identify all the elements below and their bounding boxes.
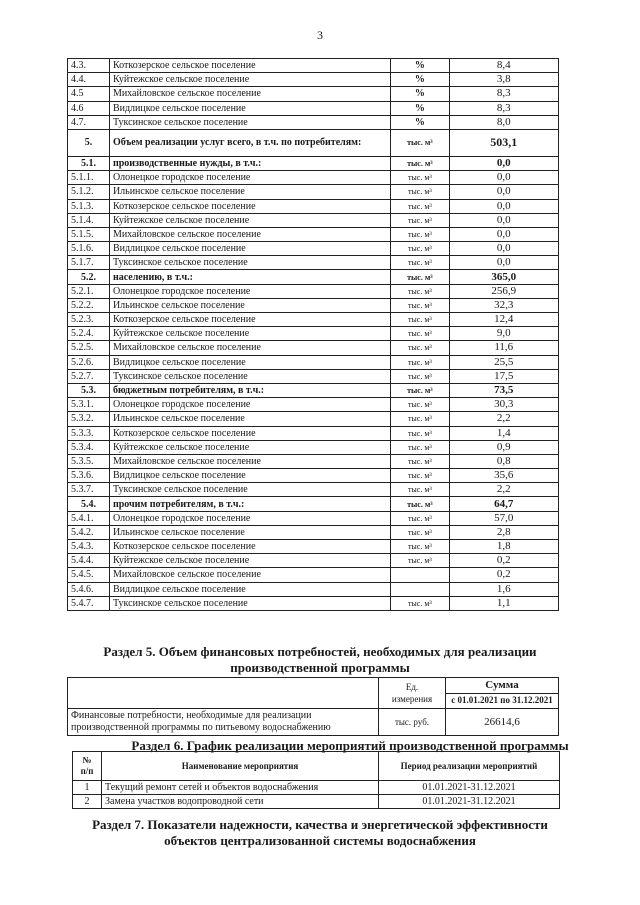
finance-row-name: Финансовые потребности, необходимые для реализации производственной программы по питьевому водоснабжению	[68, 709, 379, 736]
row-number: 5.4.	[68, 497, 110, 511]
row-name: Ильинское сельское поселение	[109, 525, 390, 539]
row-number: 4.3.	[68, 59, 110, 73]
row-unit: тыс. м³	[391, 426, 449, 440]
schedule-header-period: Период реализации мероприятий	[379, 752, 560, 781]
row-value: 64,7	[449, 497, 558, 511]
row-name: Олонецкое городское поселение	[109, 171, 390, 185]
finance-row-unit: тыс. руб.	[379, 709, 446, 736]
row-number: 5.4.6.	[68, 582, 110, 596]
row-number: 5.4.7.	[68, 596, 110, 610]
row-value: 0,0	[449, 171, 558, 185]
row-value: 8,4	[449, 59, 558, 73]
row-unit: тыс. м³	[391, 596, 449, 610]
row-value: 0,0	[449, 242, 558, 256]
row-name: Куйтежское сельское поселение	[109, 554, 390, 568]
row-value: 73,5	[449, 383, 558, 397]
table-row	[68, 129, 559, 156]
row-unit: тыс. м³	[391, 341, 449, 355]
table-row	[68, 87, 559, 101]
volume-table	[67, 58, 559, 611]
finance-table	[67, 677, 559, 736]
row-value: 1,6	[449, 582, 558, 596]
table-row	[68, 383, 559, 397]
row-unit: тыс. м³	[391, 199, 449, 213]
row-unit: тыс. м³	[391, 398, 449, 412]
row-name: Олонецкое городское поселение	[109, 284, 390, 298]
row-unit: %	[391, 59, 449, 73]
row-number: 5.3.	[68, 383, 110, 397]
row-value: 0,0	[449, 156, 558, 170]
row-name: Куйтежское сельское поселение	[109, 73, 390, 87]
table-row	[68, 511, 559, 525]
row-unit: тыс. м³	[391, 227, 449, 241]
row-name: Туксинское сельское поселение	[109, 596, 390, 610]
row-name: Видлицкое сельское поселение	[109, 469, 390, 483]
row-name: Коткозерское сельское поселение	[109, 59, 390, 73]
row-value: 1,1	[449, 596, 558, 610]
row-unit	[391, 568, 449, 582]
section7-title	[0, 817, 640, 849]
row-name: Михайловское сельское поселение	[109, 341, 390, 355]
row-number: 5.3.5.	[68, 454, 110, 468]
row-name: Куйтежское сельское поселение	[109, 327, 390, 341]
table-row	[68, 440, 559, 454]
row-name: Видлицкое сельское поселение	[109, 582, 390, 596]
table-row	[68, 101, 559, 115]
table-row	[68, 298, 559, 312]
row-value: 57,0	[449, 511, 558, 525]
row-value: 2,2	[449, 483, 558, 497]
table-row	[68, 270, 559, 284]
row-unit: тыс. м³	[391, 298, 449, 312]
table-row	[68, 73, 559, 87]
row-number: 5.1.2.	[68, 185, 110, 199]
finance-header-blank	[68, 678, 379, 709]
page-number: 3	[317, 28, 323, 42]
row-unit: %	[391, 101, 449, 115]
row-name: Коткозерское сельское поселение	[109, 199, 390, 213]
row-name: населению, в т.ч.:	[109, 270, 390, 284]
row-unit: тыс. м³	[391, 156, 449, 170]
row-value: 0,0	[449, 213, 558, 227]
finance-row-value: 26614,6	[446, 709, 559, 736]
row-number: 5.3.4.	[68, 440, 110, 454]
row-number: 5.2.3.	[68, 313, 110, 327]
row-name: Ильинское сельское поселение	[109, 298, 390, 312]
row-name: Объем реализации услуг всего, в т.ч. по потребителям:	[109, 129, 390, 156]
row-name: Туксинское сельское поселение	[109, 115, 390, 129]
row-number: 5.1.	[68, 156, 110, 170]
row-number: 5.3.6.	[68, 469, 110, 483]
row-unit: %	[391, 73, 449, 87]
row-value: 0,2	[449, 554, 558, 568]
row-value: 256,9	[449, 284, 558, 298]
row-unit: тыс. м³	[391, 313, 449, 327]
row-unit: %	[391, 115, 449, 129]
table-row	[68, 115, 559, 129]
row-number: 5.2.5.	[68, 341, 110, 355]
row-value: 365,0	[449, 270, 558, 284]
table-row	[68, 568, 559, 582]
row-unit: тыс. м³	[391, 497, 449, 511]
row-value: 0,0	[449, 256, 558, 270]
row-value: 2,8	[449, 525, 558, 539]
table-row	[68, 199, 559, 213]
row-value: 503,1	[449, 129, 558, 156]
row-number: 5.1.7.	[68, 256, 110, 270]
row-unit: тыс. м³	[391, 256, 449, 270]
row-value: 30,3	[449, 398, 558, 412]
table-row	[68, 596, 559, 610]
row-value: 0,2	[449, 568, 558, 582]
row-unit: тыс. м³	[391, 171, 449, 185]
table-row	[68, 213, 559, 227]
table-row	[68, 398, 559, 412]
row-name: Олонецкое городское поселение	[109, 511, 390, 525]
row-number: 5.2.	[68, 270, 110, 284]
finance-header-unit: Ед. измерения	[379, 678, 446, 709]
table-row	[68, 469, 559, 483]
row-unit	[391, 582, 449, 596]
table-row	[68, 554, 559, 568]
row-value: 0,0	[449, 227, 558, 241]
row-unit: тыс. м³	[391, 270, 449, 284]
schedule-row: 2 Замена участков водопроводной сети 01.01.2021-31.12.2021	[73, 795, 560, 809]
table-row	[68, 171, 559, 185]
table-row	[68, 327, 559, 341]
row-number: 5.3.1.	[68, 398, 110, 412]
row-value: 35,6	[449, 469, 558, 483]
row-name: Туксинское сельское поселение	[109, 256, 390, 270]
row-name: Михайловское сельское поселение	[109, 454, 390, 468]
row-unit: тыс. м³	[391, 554, 449, 568]
row-number: 5.2.7.	[68, 369, 110, 383]
row-number: 5.2.4.	[68, 327, 110, 341]
table-row	[68, 59, 559, 73]
row-name: Видлицкое сельское поселение	[109, 355, 390, 369]
row-value: 0,0	[449, 199, 558, 213]
row-unit: тыс. м³	[391, 440, 449, 454]
row-name: Куйтежское сельское поселение	[109, 440, 390, 454]
row-name: Видлицкое сельское поселение	[109, 101, 390, 115]
schedule-header-name: Наименование мероприятия	[102, 752, 379, 781]
row-unit: %	[391, 87, 449, 101]
table-row	[68, 483, 559, 497]
row-name: Куйтежское сельское поселение	[109, 213, 390, 227]
table-row	[68, 525, 559, 539]
table-row	[68, 227, 559, 241]
row-value: 1,8	[449, 540, 558, 554]
row-number: 5.1.4.	[68, 213, 110, 227]
section5-title-line1: Раздел 5. Объем финансовых потребностей, необходимых для реализации	[103, 644, 537, 659]
row-name: Туксинское сельское поселение	[109, 369, 390, 383]
table-row	[68, 355, 559, 369]
row-unit: тыс. м³	[391, 469, 449, 483]
row-number: 4.7.	[68, 115, 110, 129]
volume-table-body	[68, 59, 559, 611]
row-value: 9,0	[449, 327, 558, 341]
table-row	[68, 242, 559, 256]
row-unit: тыс. м³	[391, 483, 449, 497]
row-value: 2,2	[449, 412, 558, 426]
row-number: 5.4.3.	[68, 540, 110, 554]
row-name: бюджетным потребителям, в т.ч.:	[109, 383, 390, 397]
row-value: 25,5	[449, 355, 558, 369]
row-value: 12,4	[449, 313, 558, 327]
section7-title-line2: объектов централизованной системы водоснабжения	[164, 833, 476, 848]
table-row	[68, 256, 559, 270]
table-row	[68, 341, 559, 355]
row-number: 5.1.1.	[68, 171, 110, 185]
row-number: 5.	[68, 129, 110, 156]
schedule-table	[72, 751, 560, 809]
row-value: 0,9	[449, 440, 558, 454]
row-number: 5.1.6.	[68, 242, 110, 256]
row-unit: тыс. м³	[391, 129, 449, 156]
table-row	[68, 284, 559, 298]
row-value: 3,8	[449, 73, 558, 87]
row-unit: тыс. м³	[391, 511, 449, 525]
schedule-header-num: № п/п	[73, 752, 102, 781]
section7-title-line1: Раздел 7. Показатели надежности, качества и энергетической эффективности	[92, 817, 548, 832]
row-unit: тыс. м³	[391, 412, 449, 426]
row-value: 0,0	[449, 185, 558, 199]
row-name: Ильинское сельское поселение	[109, 412, 390, 426]
table-row	[68, 313, 559, 327]
row-unit: тыс. м³	[391, 525, 449, 539]
row-number: 5.4.2.	[68, 525, 110, 539]
row-number: 5.2.1.	[68, 284, 110, 298]
row-unit: тыс. м³	[391, 213, 449, 227]
finance-header-period: с 01.01.2021 по 31.12.2021	[446, 693, 559, 709]
table-row	[68, 540, 559, 554]
row-unit: тыс. м³	[391, 454, 449, 468]
row-name: Видлицкое сельское поселение	[109, 242, 390, 256]
row-number: 5.1.3.	[68, 199, 110, 213]
row-value: 17,5	[449, 369, 558, 383]
table-row	[68, 497, 559, 511]
row-name: Михайловское сельское поселение	[109, 87, 390, 101]
row-number: 4.4.	[68, 73, 110, 87]
table-row	[68, 582, 559, 596]
row-number: 5.3.3.	[68, 426, 110, 440]
table-row	[68, 454, 559, 468]
row-unit: тыс. м³	[391, 327, 449, 341]
finance-header-sum: Сумма	[446, 678, 559, 694]
row-name: Михайловское сельское поселение	[109, 568, 390, 582]
row-unit: тыс. м³	[391, 383, 449, 397]
row-name: Туксинское сельское поселение	[109, 483, 390, 497]
row-unit: тыс. м³	[391, 540, 449, 554]
row-unit: тыс. м³	[391, 284, 449, 298]
table-row	[68, 185, 559, 199]
row-number: 4.5	[68, 87, 110, 101]
section5-title-line2: производственной программы	[230, 660, 410, 675]
row-number: 5.4.1.	[68, 511, 110, 525]
row-unit: тыс. м³	[391, 242, 449, 256]
table-row	[68, 426, 559, 440]
row-name: Михайловское сельское поселение	[109, 227, 390, 241]
row-name: Олонецкое городское поселение	[109, 398, 390, 412]
row-name: производственные нужды, в т.ч.:	[109, 156, 390, 170]
table-row	[68, 369, 559, 383]
row-value: 8,3	[449, 87, 558, 101]
row-name: прочим потребителям, в т.ч.:	[109, 497, 390, 511]
row-name: Коткозерское сельское поселение	[109, 540, 390, 554]
row-number: 5.2.6.	[68, 355, 110, 369]
schedule-row: 1 Текущий ремонт сетей и объектов водоснабжения 01.01.2021-31.12.2021	[73, 781, 560, 795]
section6-title: Раздел 6. График реализации мероприятий производственной программы	[131, 738, 569, 753]
row-number: 5.2.2.	[68, 298, 110, 312]
row-unit: тыс. м³	[391, 185, 449, 199]
row-name: Коткозерское сельское поселение	[109, 313, 390, 327]
row-value: 0,8	[449, 454, 558, 468]
row-value: 1,4	[449, 426, 558, 440]
row-value: 11,6	[449, 341, 558, 355]
section5-title	[0, 644, 640, 676]
row-name: Ильинское сельское поселение	[109, 185, 390, 199]
row-value: 8,3	[449, 101, 558, 115]
row-number: 4.6	[68, 101, 110, 115]
row-value: 32,3	[449, 298, 558, 312]
table-row	[68, 156, 559, 170]
row-unit: тыс. м³	[391, 355, 449, 369]
row-number: 5.3.7.	[68, 483, 110, 497]
row-number: 5.3.2.	[68, 412, 110, 426]
row-unit: тыс. м³	[391, 369, 449, 383]
row-number: 5.4.4.	[68, 554, 110, 568]
row-name: Коткозерское сельское поселение	[109, 426, 390, 440]
row-number: 5.1.5.	[68, 227, 110, 241]
table-row	[68, 412, 559, 426]
row-value: 8,0	[449, 115, 558, 129]
row-number: 5.4.5.	[68, 568, 110, 582]
